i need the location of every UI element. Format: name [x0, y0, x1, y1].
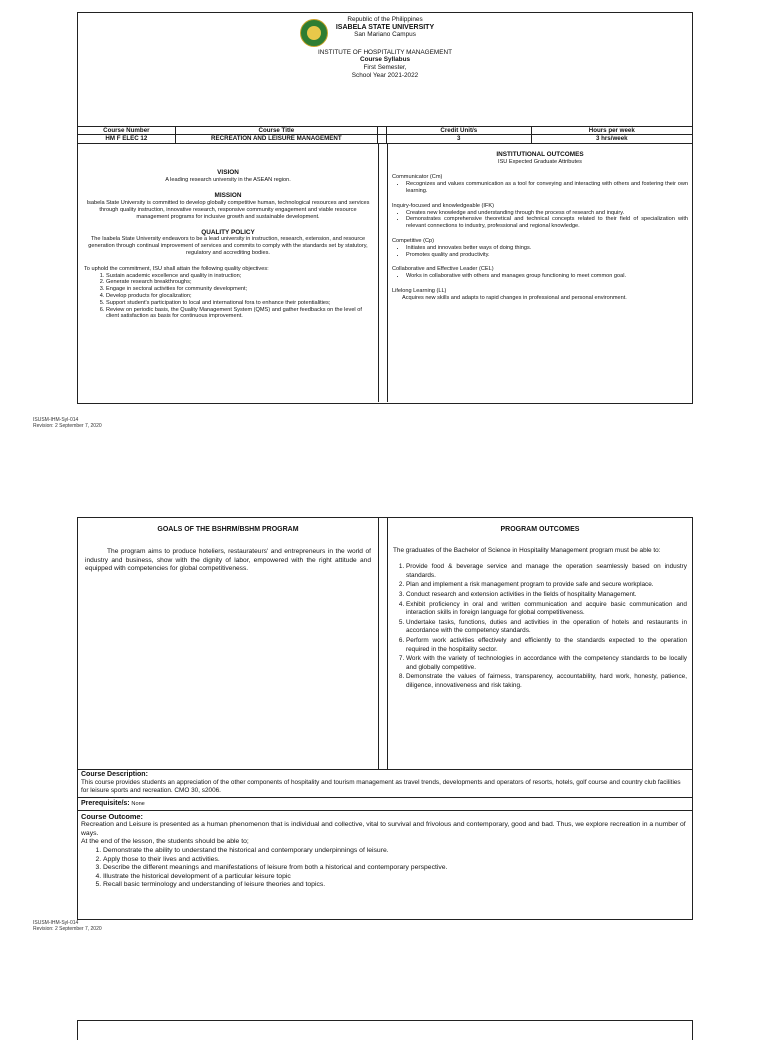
list-item: 5. Support student's participation to local and international fora to enhance their potentialities; — [106, 300, 372, 307]
list-item: 2. Apply those to their lives and activities. — [103, 856, 689, 865]
campus-name: San Mariano Campus — [354, 31, 416, 39]
course-outcome-text: Recreation and Leisure is presented as a human phenomenon that is individual and collective, vital to survival and frivolous and contemporary, good and bad. Thus, we explore recreation in a number of ways. — [81, 821, 686, 837]
th-course-number: Course Number — [78, 127, 176, 134]
vision-text: A leading research university in the ASEAN region. — [165, 176, 291, 183]
list-item: • Initiates and innovates better ways of doing things. — [406, 245, 688, 252]
course-outcome-intro: At the end of the lesson, the students should be able to; — [81, 838, 249, 846]
group-lifelong: Lifelong Learning (LL) — [392, 287, 447, 294]
footer-revision: Revision: 2 September 7, 2020 — [33, 423, 102, 429]
program-outcomes-column — [388, 518, 692, 769]
course-outcome-list — [81, 847, 689, 890]
goals-text: The program aims to produce hoteliers, restaurateurs' and entrepreneurs in the world of industry and business, show with the dignity of labor, empowered with the right attitude and equipped with competencies for global competitiveness. — [85, 548, 371, 573]
list-item: 2. Plan and implement a risk management program to provide safe and secure workplace. — [406, 581, 687, 590]
list-item: 1. Demonstrate the ability to understand the historical and contemporary underpinnings of leisure. — [103, 847, 689, 856]
vision-outcomes-row — [78, 144, 692, 402]
mission-text: Isabela State University is committed to develop globally competitive human, technological resources and services through quality instruction, innovative research, responsive community engagement and viable resource management programs for inclusive growth and sustainable development. — [86, 200, 370, 220]
header-block — [78, 13, 692, 127]
td-course-number: HM F ELEC 12 — [78, 135, 176, 142]
prerequisites — [78, 798, 692, 811]
list-item: • Works in collaborative with others and manages group functioning to meet common goal. — [406, 273, 688, 280]
list-item: 4. Illustrate the historical development of a particular leisure topic — [103, 873, 689, 882]
page-footer-2 — [33, 920, 102, 932]
th-course-title: Course Title — [176, 127, 378, 134]
vision-title: VISION — [217, 168, 239, 176]
republic-text: Republic of the Philippines — [347, 16, 423, 23]
th-credit-units: Credit Unit/s — [387, 127, 532, 134]
list-item: 1. Provide food & beverage service and manage the operation seamlessly based on industry standards. — [406, 563, 687, 580]
prerequisites-label: Prerequisite/s: — [81, 799, 130, 807]
list-item: 3. Describe the different meanings and manifestations of leisure from both a historical and contemporary perspective. — [103, 864, 689, 873]
group-inquiry-list — [392, 210, 688, 230]
td-course-title: RECREATION AND LEISURE MANAGEMENT — [176, 135, 378, 142]
course-description-text: This course provides students an appreciation of the other components of hospitality and tourism management as travel trends, developments and operators of resorts, hotels, golf course and country club facilities for leisure sports and recreation. CMO 30, s2006. — [81, 779, 681, 795]
quality-policy-text: The Isabela State University endeavors to be a lead university in instruction, research, extension, and resource generation through continual improvement of services and commits to comply with the standards set by statutory, regulatory and accrediting bodies. — [88, 236, 368, 256]
goals-title: GOALS OF THE BSHRM/BSHM PROGRAM — [157, 526, 299, 533]
td-spacer — [378, 135, 387, 142]
list-item: • Demonstrates comprehensive theoretical and technical concepts related to their field of specialization with relevant connections to industry, professional and regional knowledge. — [406, 216, 688, 230]
course-table-header — [78, 127, 692, 135]
list-item: 5. Recall basic terminology and understanding of leisure theories and topics. — [103, 881, 689, 890]
list-item: 6. Perform work activities effectively and efficiently to the standards expected to the operation required in the hospitality sector. — [406, 637, 687, 654]
university-name: ISABELA STATE UNIVERSITY — [335, 23, 435, 31]
td-credit-units: 3 — [387, 135, 532, 142]
outcomes-subtitle: ISU Expected Graduate Attributes — [498, 158, 582, 165]
list-item: 6. Review on periodic basis, the Quality Management System (QMS) and gather feedbacks on the level of client satisfaction as basis for continuous improvement. — [106, 307, 372, 321]
course-outcome-label: Course Outcome: — [81, 811, 144, 821]
group-communicator: Communicator (Cm) — [392, 174, 443, 181]
group-competitive: Competitive (Cp) — [392, 237, 434, 244]
list-item: 3. Engage in sectoral activities for community development; — [106, 286, 372, 293]
quality-policy-title: QUALITY POLICY — [201, 228, 255, 236]
list-item: 3. Conduct research and extension activities in the fields of hospitality Management. — [406, 591, 687, 600]
list-item: 5. Undertake tasks, functions, duties and activities in the operation of hotels and restaurants in accordance with the competency standards. — [406, 619, 687, 636]
spacer-column — [379, 144, 388, 402]
group-communicator-list — [392, 181, 688, 195]
semester: First Semester, — [363, 63, 407, 71]
list-item: • Promotes quality and productivity. — [406, 252, 688, 259]
course-outcome — [78, 811, 692, 892]
syllabus-page-1 — [77, 12, 693, 404]
list-item: • Recognizes and values communication as a tool for conveying and interacting with others and fostering their own learning. — [406, 181, 688, 195]
list-item: 4. Exhibit proficiency in oral and written communication and acquire basic communication and interaction skills in foreign language for global competitiveness. — [406, 601, 687, 618]
uphold-intro: To uphold the commitment, ISU shall attain the following quality objectives: — [84, 265, 269, 272]
course-description — [78, 770, 692, 798]
vision-mission-column — [78, 144, 379, 402]
footer-code: ISUSM-IHM-Syl-014 — [33, 920, 79, 926]
syllabus-page-3 — [77, 1020, 693, 1040]
mission-title: MISSION — [214, 192, 242, 200]
doc-title: Course Syllabus — [359, 56, 411, 64]
quality-objectives-list — [84, 273, 372, 321]
syllabus-page-2 — [77, 517, 693, 920]
program-outcomes-list — [393, 563, 687, 690]
course-description-label: Course Description: — [81, 771, 148, 778]
lifelong-text: Acquires new skills and adapts to rapid changes in professional and personal environment. — [402, 294, 627, 301]
institute-name: INSTITUTE OF HOSPITALITY MANAGEMENT — [318, 48, 452, 56]
list-item: 8. Demonstrate the values of fairness, transparency, accountability, hard work, honesty, patience, diligence, innovativeness and risk taking. — [406, 673, 687, 690]
list-item: 4. Develop products for glocalization; — [106, 293, 372, 300]
th-spacer — [378, 127, 387, 134]
school-year: School Year 2021-2022 — [351, 71, 419, 79]
footer-code: ISUSM-IHM-Syl-014 — [33, 417, 79, 423]
goals-column — [78, 518, 379, 769]
group-collaborative-list — [392, 273, 688, 280]
list-item: 2. Generate research breakthroughs; — [106, 279, 372, 286]
footer-revision: Revision: 2 September 7, 2020 — [33, 926, 102, 932]
course-table-values — [78, 135, 692, 143]
group-inquiry: Inquiry-focused and knowledgeable (IFK) — [392, 202, 494, 209]
group-collaborative: Collaborative and Effective Leader (CEL) — [392, 266, 494, 273]
goals-outcomes-row — [78, 518, 692, 770]
page-footer-1 — [33, 417, 102, 429]
program-outcomes-intro: The graduates of the Bachelor of Science in Hospitality Management program must be able to: — [393, 546, 661, 554]
prerequisites-value: None — [131, 800, 145, 807]
list-item: 1. Sustain academic excellence and quality in instruction; — [106, 273, 372, 280]
spacer-column — [379, 518, 388, 769]
list-item: • Creates new knowledge and understanding through the process of research and inquiry. — [406, 210, 688, 217]
td-hours: 3 hrs/week — [595, 135, 628, 143]
list-item: 7. Work with the variety of technologies in accordance with the competency standards to be locally and globally competitive. — [406, 655, 687, 672]
program-outcomes-title: PROGRAM OUTCOMES — [500, 526, 580, 533]
university-seal-icon — [300, 19, 328, 47]
institutional-outcomes-column — [388, 144, 692, 402]
group-competitive-list — [392, 245, 688, 259]
th-hours: Hours per week — [588, 127, 635, 134]
outcomes-title: INSTITUTIONAL OUTCOMES — [496, 150, 584, 158]
